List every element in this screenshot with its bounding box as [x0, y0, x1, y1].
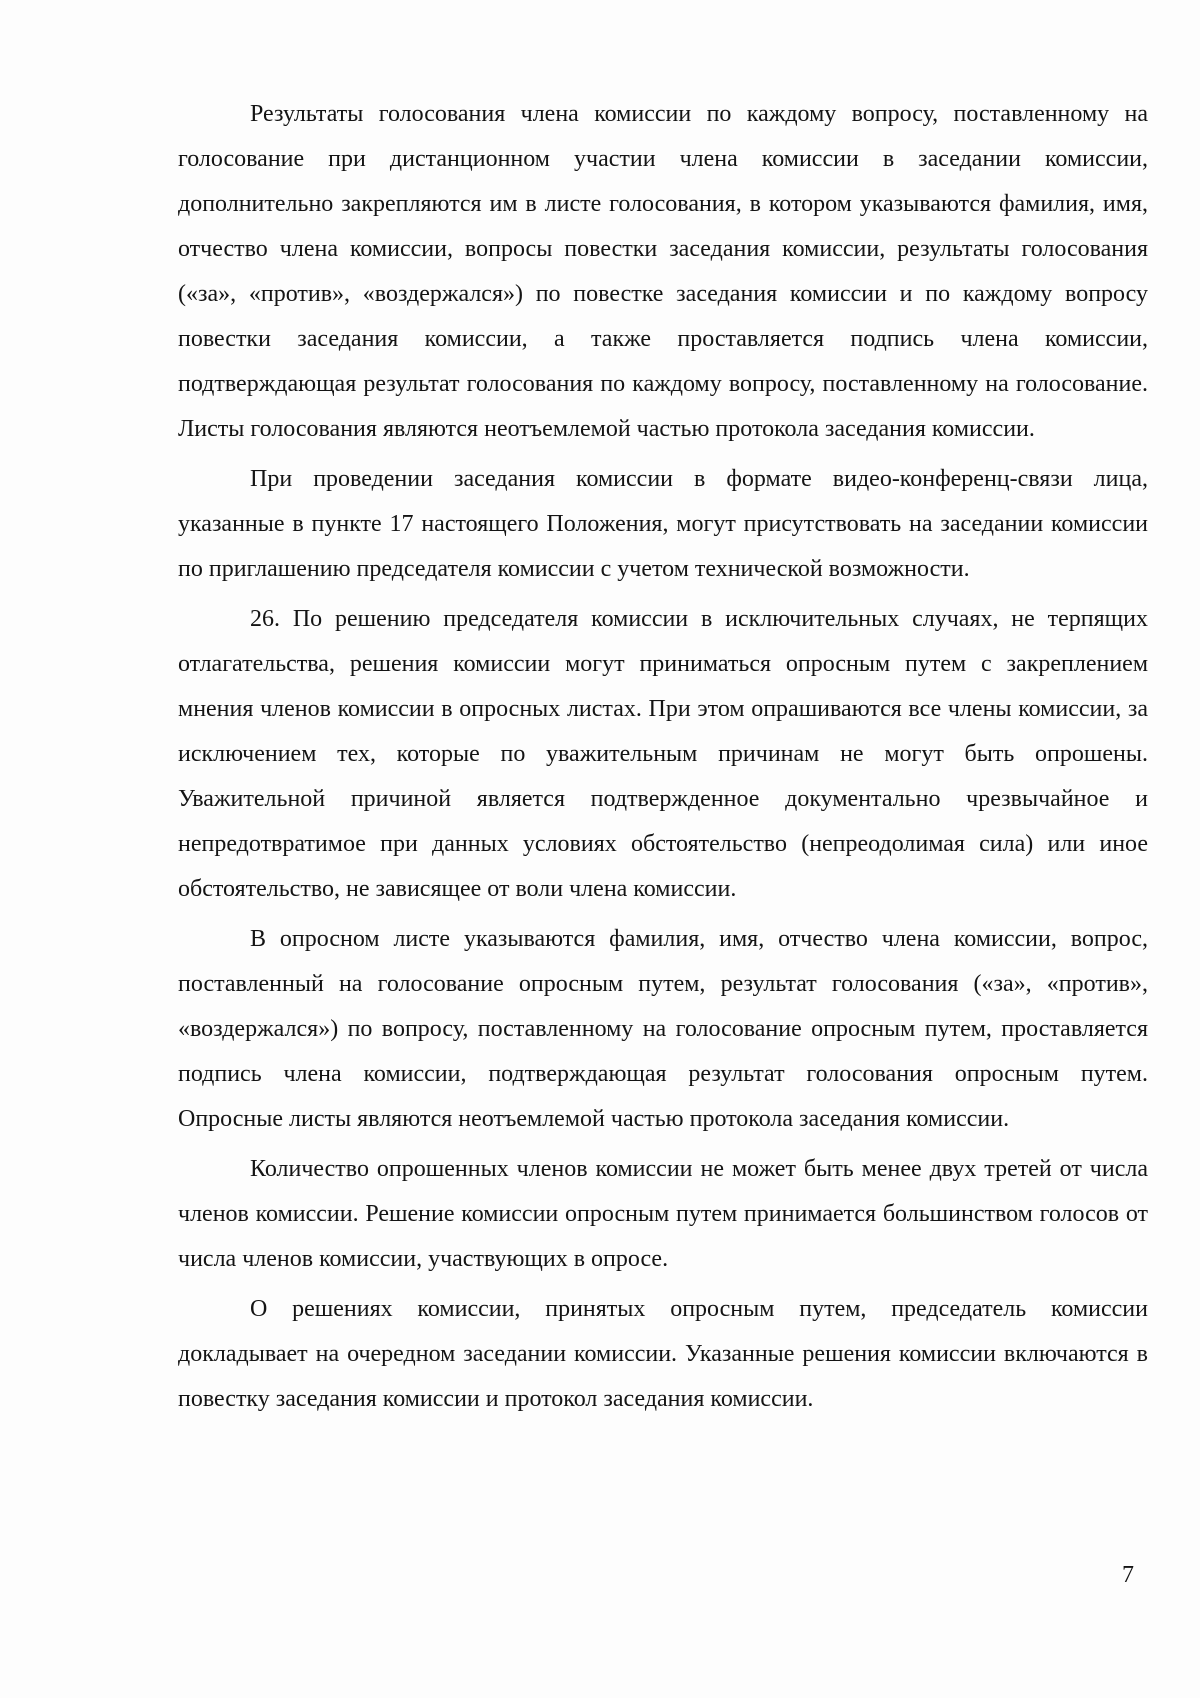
paragraph-quorum: Количество опрошенных членов комиссии не может быть менее двух третей от числа членов комиссии. Решение комиссии опросным путем принимается большинством голосов от числа членов комиссии, участвующих в опросе. [178, 1156, 1148, 1272]
paragraph-report: О решениях комиссии, принятых опросным путем, председатель комиссии докладывает на очередном заседании комиссии. Указанные решения комиссии включаются в повестку заседания комиссии и протокол заседания комиссии. [178, 1296, 1148, 1412]
paragraph-survey-sheet: В опросном листе указываются фамилия, имя, отчество члена комиссии, вопрос, поставленный на голосование опросным путем, результат голосования («за», «против», «воздержался») по вопросу, поставленному на голосование опросным путем, проставляется подпись члена комиссии, подтверждающая результат голосования опросным путем. Опросные листы являются неотъемлемой частью протокола заседания комиссии. [178, 926, 1148, 1132]
page-number: 7 [1122, 1562, 1134, 1588]
paragraph-item-26: 26. По решению председателя комиссии в исключительных случаях, не терпящих отлагательства, решения комиссии могут приниматься опросным путем с закреплением мнения членов комиссии в опросных листах. При этом опрашиваются все члены комиссии, за исключением тех, которые по уважительным причинам не могут быть опрошены. Уважительной причиной является подтвержденное документально чрезвычайное и непредотвратимое при данных условиях обстоятельство (непреодолимая сила) или иное обстоятельство, не зависящее от воли члена комиссии. [178, 606, 1148, 902]
document-body [178, 92, 1148, 1427]
paragraph-video-conference: При проведении заседания комиссии в формате видео-конференц-связи лица, указанные в пункте 17 настоящего Положения, могут присутствовать на заседании комиссии по приглашению председателя комиссии с учетом технической возможности. [178, 466, 1148, 582]
paragraph-voting-results: Результаты голосования члена комиссии по каждому вопросу, поставленному на голосование при дистанционном участии члена комиссии в заседании комиссии, дополнительно закрепляются им в листе голосования, в котором указываются фамилия, имя, отчество члена комиссии, вопросы повестки заседания комиссии, результаты голосования («за», «против», «воздержался») по повестке заседания комиссии и по каждому вопросу повестки заседания комиссии, а также проставляется подпись члена комиссии, подтверждающая результат голосования по каждому вопросу, поставленному на голосование. Листы голосования являются неотъемлемой частью протокола заседания комиссии. [178, 101, 1148, 442]
